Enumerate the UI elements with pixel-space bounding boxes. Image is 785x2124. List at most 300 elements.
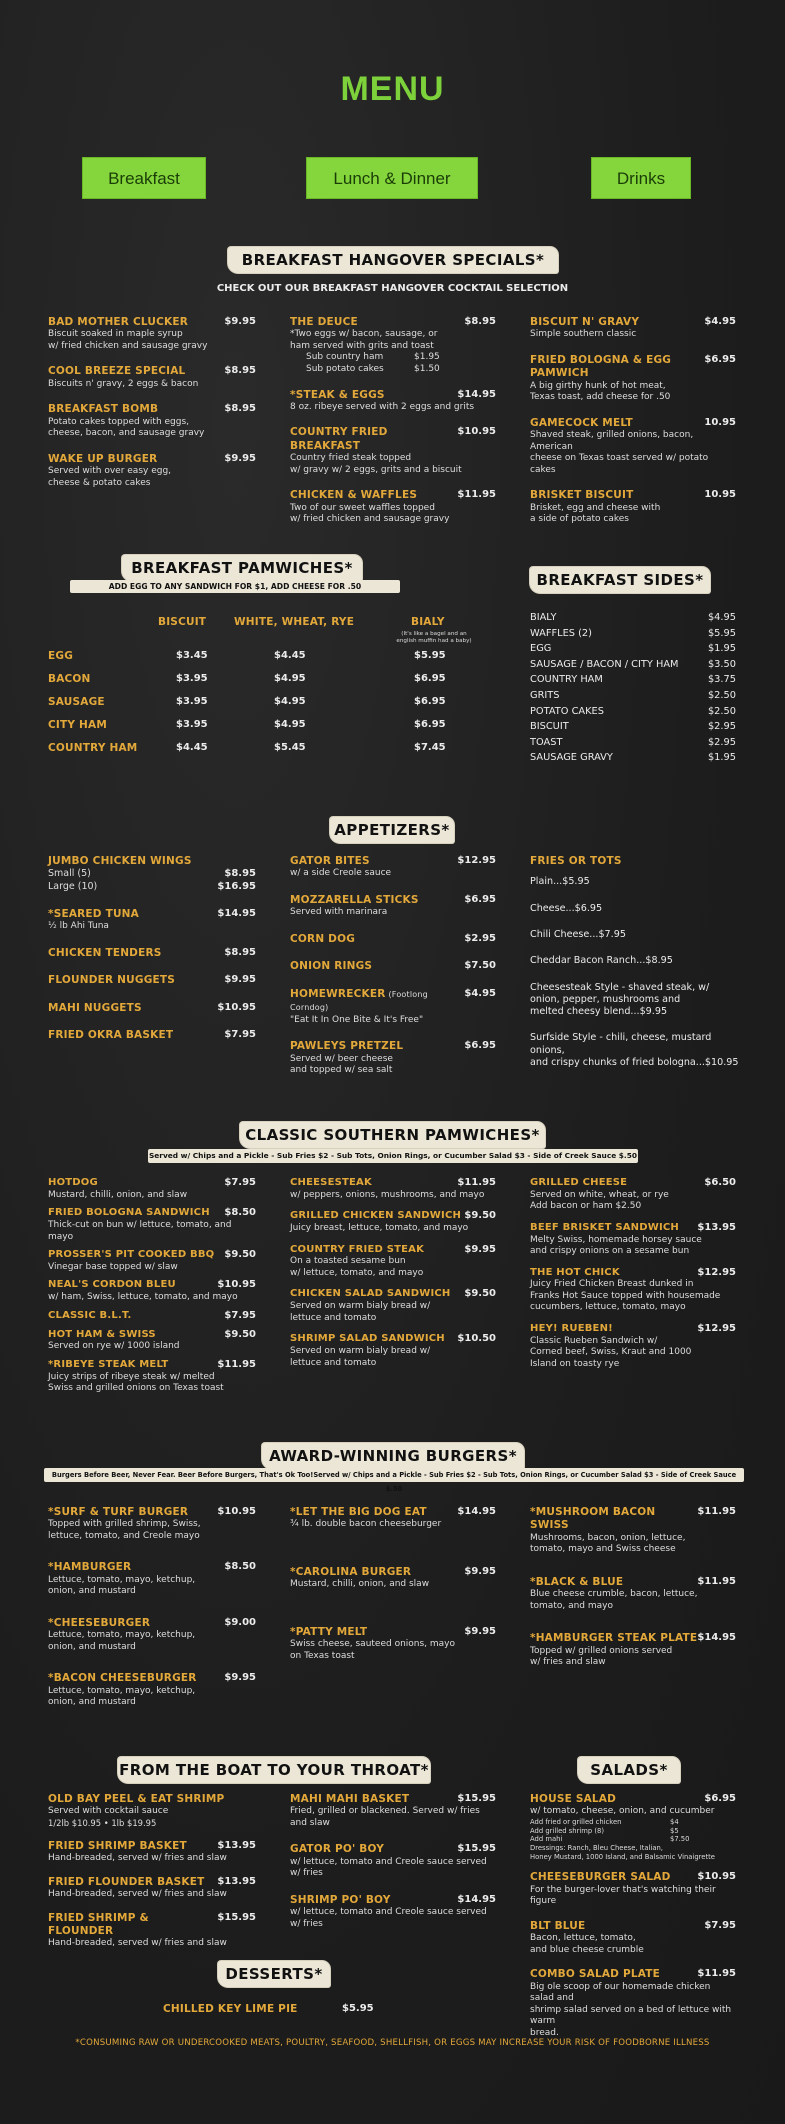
item-price: $7.95 — [224, 1029, 256, 1041]
item-desc: w/ peppers, onions, mushrooms, and mayo — [290, 1189, 485, 1200]
side-item — [530, 628, 736, 644]
item-desc: Lettuce, tomato, mayo, ketchup, onion, and mustard — [48, 1574, 196, 1597]
item-name: SHRIMP SALAD SANDWICH — [290, 1333, 445, 1345]
side-name: COUNTRY HAM — [530, 674, 603, 686]
fries-option: Plain...$5.95 — [530, 876, 590, 888]
item-desc: Lettuce, tomato, mayo, ketchup, onion, and mustard — [48, 1630, 196, 1652]
item-price: $12.95 — [457, 855, 496, 866]
item-name: WAKE UP BURGER — [48, 452, 158, 465]
item-desc: Classic Rueben Sandwich w/ Corned beef, Swiss, Kraut and 1000 Island on toasty rye — [530, 1335, 692, 1369]
pamwich-name: SAUSAGE — [48, 696, 105, 708]
item-price: $8.95 — [224, 946, 256, 958]
menu-item-row — [290, 933, 496, 946]
item-name: ONION RINGS — [290, 960, 373, 973]
item-name: FRIED SHRIMP BASKET — [48, 1839, 187, 1852]
item-name: GATOR BITES — [290, 855, 370, 867]
item-name: *HAMBURGER STEAK PLATE — [530, 1632, 698, 1645]
pamwich-price: $4.95 — [274, 673, 306, 684]
item-name: THE HOT CHICK — [530, 1266, 620, 1278]
menu-item — [530, 354, 736, 404]
item-desc: Served on rye w/ 1000 island — [48, 1341, 180, 1352]
item-price: $6.95 — [464, 893, 496, 905]
item-price: $11.95 — [697, 1968, 736, 1980]
item-desc: Juicy Fried Chicken Breast dunked in Franks Hot Sauce topped with housemade cucumbers, lettuce, tomato, mayo — [530, 1279, 721, 1313]
item-sizes: 1/2lb $10.95 • 1lb $19.95 — [48, 1817, 157, 1828]
item-desc: ¾ lb. double bacon cheeseburger — [290, 1519, 442, 1530]
menu-item-row — [48, 403, 256, 416]
item-name: BREAKFAST BOMB — [48, 403, 159, 416]
menu-item — [290, 1566, 496, 1591]
appetizers-col3 — [530, 855, 740, 1083]
side-price: $1.95 — [707, 643, 736, 655]
item-extra — [290, 364, 496, 376]
item-price: $14.95 — [457, 1893, 496, 1905]
menu-item-row — [48, 1029, 256, 1042]
menu-item — [48, 1177, 256, 1201]
menu-item-row — [48, 1359, 256, 1372]
item-name: BEEF BRISKET SANDWICH — [530, 1221, 679, 1233]
salad-list — [530, 1871, 736, 2039]
pamwiches-banner: BREAKFAST PAMWICHES* — [122, 555, 362, 581]
item-price: $10.95 — [217, 1279, 256, 1291]
side-name: BIALY — [530, 612, 557, 623]
pamwich-price: $5.95 — [414, 650, 446, 661]
pamwich-price: $6.95 — [414, 696, 446, 707]
item-name: FRIED FLOUNDER BASKET — [48, 1875, 205, 1888]
item-name: GRILLED CHICKEN SANDWICH — [290, 1210, 462, 1222]
menu-item — [48, 974, 256, 987]
item-price: $13.95 — [697, 1221, 736, 1233]
pamwiches-table — [48, 650, 478, 765]
side-name: BISCUIT — [530, 721, 569, 733]
item-desc: Served with over easy egg, cheese & potato cakes — [48, 466, 172, 488]
menu-item-row — [48, 855, 256, 868]
pamwich-price: $4.45 — [176, 742, 208, 753]
menu-item — [290, 894, 496, 919]
menu-item-row — [530, 1968, 736, 1981]
pamwich-row — [48, 719, 478, 742]
menu-item-row — [290, 489, 496, 502]
fries-option: Cheese...$6.95 — [530, 902, 603, 914]
menu-item — [48, 1561, 256, 1597]
menu-item — [290, 489, 496, 525]
menu-item-row — [530, 1920, 736, 1933]
pamwich-price: $4.45 — [274, 650, 306, 661]
menu-item — [290, 960, 496, 973]
salad-house — [530, 1793, 736, 1861]
pamwich-price: $3.45 — [176, 650, 208, 661]
item-name: *BLACK & BLUE — [530, 1575, 624, 1588]
disclaimer: *CONSUMING RAW OR UNDERCOOKED MEATS, POULTRY, SEAFOOD, SHELLFISH, OR EGGS MAY INCREASE YOUR RISK OF FOODBORNE ILLNESS — [75, 2038, 710, 2048]
salad-house-row — [530, 1793, 736, 1806]
item-price: $9.00 — [224, 1616, 256, 1628]
menu-item — [530, 1177, 736, 1213]
pamwich-row — [48, 742, 478, 765]
menu-item-row — [48, 1207, 256, 1220]
pamwiches-header-biscuit: BISCUIT — [158, 616, 207, 628]
menu-item — [48, 365, 256, 390]
menu-item-row — [290, 1177, 496, 1190]
item-desc: On a toasted sesame bun w/ lettuce, tomato, and mayo — [290, 1256, 424, 1278]
item-name: CHICKEN & WAFFLES — [290, 489, 418, 502]
item-price: $14.95 — [457, 388, 496, 400]
item-name: CHEESEBURGER SALAD — [530, 1871, 671, 1884]
dessert-price: $5.95 — [342, 2003, 374, 2014]
pamwich-name: COUNTRY HAM — [48, 742, 138, 754]
item-name: *SURF & TURF BURGER — [48, 1506, 189, 1518]
item-price: $9.95 — [464, 1243, 496, 1255]
extra-name: Sub potato cakes — [306, 363, 384, 374]
appetizers-col1 — [48, 855, 256, 1057]
item-name: *MUSHROOM BACON SWISS — [530, 1506, 656, 1532]
addon-price: $4 — [670, 1817, 679, 1826]
item-price: 10.95 — [704, 489, 736, 501]
menu-item — [530, 1632, 736, 1668]
line-price: $16.95 — [217, 881, 256, 893]
menu-item — [290, 1244, 496, 1280]
item-name: *CHEESEBURGER — [48, 1616, 151, 1629]
item-price: $9.95 — [464, 1625, 496, 1637]
menu-item-row — [48, 1561, 256, 1574]
menu-item — [530, 417, 736, 477]
side-item — [530, 643, 736, 659]
side-price: $3.75 — [707, 674, 736, 686]
item-name: *LET THE BIG DOG EAT — [290, 1506, 427, 1518]
item-name: FRIED SHRIMP & FLOUNDER — [48, 1911, 149, 1938]
pamwich-price: $4.95 — [274, 696, 306, 707]
menu-item-row — [48, 947, 256, 960]
menu-item — [530, 1920, 736, 1956]
line-name: Large (10) — [48, 881, 98, 893]
menu-item-row — [48, 1912, 256, 1939]
menu-item-row — [290, 1894, 496, 1907]
item-name: HOMEWRECKER (Footlong Corndog) — [290, 987, 428, 1013]
menu-item — [48, 1002, 256, 1015]
item-price: $10.95 — [457, 426, 496, 438]
pamwich-row — [48, 650, 478, 673]
item-desc: For the burger-lover that's watching their figure — [530, 1884, 716, 1907]
item-name: NEAL'S CORDON BLEU — [48, 1279, 176, 1291]
fries-option: Cheesesteak Style - shaved steak, w/ onion, pepper, mushrooms and melted cheesy blend...$9.95 — [530, 981, 710, 1018]
side-name: TOAST — [530, 736, 563, 748]
item-name: *PATTY MELT — [290, 1625, 368, 1638]
hangover-col1 — [48, 316, 256, 502]
menu-item — [530, 1576, 736, 1612]
item-desc: *Two eggs w/ bacon, sausage, or ham served with grits and toast — [290, 329, 438, 351]
menu-item — [290, 1626, 496, 1662]
menu-item — [290, 1210, 496, 1234]
salads-col — [530, 1793, 736, 2051]
menu-item — [290, 1040, 496, 1076]
hangover-col2 — [290, 316, 496, 539]
pamwich-price: $3.95 — [176, 719, 208, 730]
item-price: $12.95 — [697, 1323, 736, 1334]
item-name: BISCUIT N' GRAVY — [530, 316, 640, 328]
item-price: $7.95 — [704, 1919, 736, 1931]
item-name: COOL BREEZE SPECIAL — [48, 365, 186, 378]
menu-item — [530, 1968, 736, 2039]
side-item — [530, 674, 736, 690]
side-item — [530, 752, 736, 768]
side-name: WAFFLES (2) — [530, 627, 592, 639]
item-name: GATOR PO' BOY — [290, 1843, 385, 1856]
item-name: CHICKEN TENDERS — [48, 946, 162, 959]
menu-item-row — [48, 1876, 256, 1889]
item-desc: Big ole scoop of our homemade chicken salad and shrimp salad served on a bed of lettuce with warm bread. — [530, 1981, 732, 2038]
item-name: FRIED BOLOGNA & EGG PAMWICH — [530, 353, 672, 380]
item-name: FRIED BOLOGNA SANDWICH — [48, 1207, 210, 1219]
menu-item — [530, 1871, 736, 1907]
menu-item-row — [48, 974, 256, 987]
fries-option: Chili Cheese...$7.95 — [530, 928, 626, 940]
item-price: $4.95 — [464, 987, 496, 999]
item-name: COMBO SALAD PLATE — [530, 1968, 660, 1981]
item-desc: A big girthy hunk of hot meat, Texas toast, add cheese for .50 — [530, 380, 671, 403]
item-desc: "Eat It In One Bite & It's Free" — [290, 1014, 424, 1025]
side-name: EGG — [530, 643, 552, 655]
item-desc: Topped w/ grilled onions served w/ fries and slaw — [530, 1645, 673, 1668]
menu-item — [48, 947, 256, 960]
item-desc: Hand-breaded, served w/ fries and slaw — [48, 1889, 227, 1900]
menu-item-row — [530, 354, 736, 381]
appetizers-col2 — [290, 855, 496, 1091]
side-item — [530, 721, 736, 737]
fries-title: FRIES OR TOTS — [530, 855, 622, 867]
item-desc: Served with cocktail sauce — [48, 1806, 169, 1817]
item-price: $13.95 — [217, 1839, 256, 1851]
menu-item-row — [290, 1566, 496, 1579]
menu-item-row — [530, 1267, 736, 1280]
item-name: *SEARED TUNA — [48, 908, 139, 921]
item-price: $9.50 — [224, 1249, 256, 1261]
item-price: $4.95 — [704, 316, 736, 327]
menu-item-row — [530, 1323, 736, 1336]
item-desc: Mushrooms, bacon, onion, lettuce, tomato, mayo and Swiss cheese — [530, 1532, 686, 1555]
hangover-banner: BREAKFAST HANGOVER SPECIALS* — [228, 247, 558, 273]
item-price: $13.95 — [217, 1875, 256, 1887]
item-price: $8.95 — [224, 365, 256, 377]
item-desc: Served on warm bialy bread w/ lettuce and tomato — [290, 1346, 431, 1368]
line-name: Small (5) — [48, 868, 91, 880]
item-desc: Topped with grilled shrimp, Swiss, lettuce, tomato, and Creole mayo — [48, 1519, 201, 1541]
item-desc: Hand-breaded, served w/ fries and slaw — [48, 1938, 227, 1949]
menu-item-row — [48, 1506, 256, 1519]
item-desc: Lettuce, tomato, mayo, ketchup, onion, and mustard — [48, 1685, 196, 1708]
item-desc: Melty Swiss, homemade horsey sauce and crispy onions on a sesame bun — [530, 1234, 702, 1257]
item-name: FRIED OKRA BASKET — [48, 1029, 174, 1042]
pamwich-price: $3.95 — [176, 673, 208, 684]
menu-item — [290, 1894, 496, 1930]
menu-item — [290, 933, 496, 946]
menu-item — [290, 855, 496, 880]
appetizers-banner: APPETIZERS* — [330, 817, 454, 843]
side-price: $2.95 — [707, 736, 736, 748]
item-desc: Biscuit soaked in maple syrup w/ fried chicken and sausage gravy — [48, 329, 208, 351]
side-item — [530, 612, 736, 628]
item-price: $12.95 — [697, 1266, 736, 1278]
southern-banner: CLASSIC SOUTHERN PAMWICHES* — [240, 1122, 545, 1148]
menu-item-row — [290, 1793, 496, 1806]
menu-item-row — [48, 1002, 256, 1015]
menu-item — [530, 1506, 736, 1556]
menu-item — [48, 1672, 256, 1708]
item-name: COUNTRY FRIED STEAK — [290, 1243, 425, 1255]
item-line — [48, 868, 256, 881]
menu-item-row — [290, 1333, 496, 1346]
pamwich-name: BACON — [48, 673, 91, 685]
item-price: $7.95 — [224, 1177, 256, 1188]
item-price: $6.50 — [704, 1177, 736, 1188]
pamwich-row — [48, 696, 478, 719]
menu-item-row — [290, 1244, 496, 1257]
pamwich-price: $3.95 — [176, 696, 208, 707]
menu-item-row — [48, 1279, 256, 1292]
menu-item — [48, 1029, 256, 1042]
menu-item — [48, 1840, 256, 1865]
item-desc: Vinegar base topped w/ slaw — [48, 1261, 178, 1272]
menu-item-row — [290, 426, 496, 453]
fries-option: Surfside Style - chili, cheese, mustard onions, and crispy chunks of fried bologna...$10.95 — [530, 1032, 739, 1068]
item-price: $11.95 — [697, 1506, 736, 1517]
salads-banner: SALADS* — [578, 1757, 680, 1783]
pamwiches-subtitle: ADD EGG TO ANY SANDWICH FOR $1, ADD CHEESE FOR .50 — [70, 580, 400, 593]
fries-option: Cheddar Bacon Ranch...$8.95 — [530, 955, 673, 967]
item-name: HEY! RUEBEN! — [530, 1323, 613, 1334]
side-item — [530, 737, 736, 753]
nav-lunch-dinner-button[interactable]: Lunch & Dinner — [306, 157, 478, 199]
item-price: $8.95 — [464, 316, 496, 327]
item-desc: Country fried steak topped w/ gravy w/ 2 eggs, grits and a biscuit — [290, 453, 462, 475]
item-desc: Swiss cheese, sauteed onions, mayo on Texas toast — [290, 1639, 456, 1661]
item-name: *RIBEYE STEAK MELT — [48, 1358, 169, 1370]
item-desc: Mustard, chilli, onion, and slaw — [290, 1579, 430, 1590]
item-name: HOUSE SALAD — [530, 1793, 617, 1805]
menu-item — [48, 1329, 256, 1353]
item-desc: Simple southern classic — [530, 329, 637, 340]
pamwich-price: $6.95 — [414, 673, 446, 684]
item-desc: Hand-breaded, served w/ fries and slaw — [48, 1853, 227, 1864]
menu-item — [48, 1310, 256, 1323]
sides-banner: BREAKFAST SIDES* — [530, 567, 710, 593]
menu-item — [48, 316, 256, 352]
boat-banner: FROM THE BOAT TO YOUR THROAT* — [118, 1757, 430, 1783]
menu-item-row — [290, 1626, 496, 1639]
menu-item — [48, 1617, 256, 1653]
menu-item-row — [290, 894, 496, 907]
item-name: CORN DOG — [290, 932, 356, 945]
item-price: $6.95 — [704, 353, 736, 365]
menu-item-row — [48, 1177, 256, 1190]
pamwiches-header-bread: WHITE, WHEAT, RYE — [234, 616, 355, 628]
nav-drinks-button[interactable]: Drinks — [591, 157, 691, 199]
menu-item — [48, 1207, 256, 1243]
side-price: $4.95 — [707, 612, 736, 623]
item-desc: w/ ham, Swiss, lettuce, tomato, and mayo — [48, 1292, 238, 1303]
menu-item — [530, 1267, 736, 1314]
southern-subtitle: Served w/ Chips and a Pickle - Sub Fries $2 - Sub Tots, Onion Rings, or Cucumber Salad $3 - Side of Creek Sauce $.50 — [148, 1149, 638, 1163]
item-desc: Two of our sweet waffles topped w/ fried chicken and sausage gravy — [290, 502, 450, 525]
item-desc: ½ lb Ahi Tuna — [48, 921, 109, 932]
salad-addon — [530, 1827, 736, 1836]
item-price: $9.95 — [464, 1565, 496, 1577]
item-price: $11.95 — [457, 489, 496, 501]
menu-item-row — [530, 1222, 736, 1235]
menu-item-row — [48, 316, 256, 329]
item-price: $14.95 — [697, 1632, 736, 1644]
extra-price: $1.50 — [414, 363, 440, 374]
item-name: CHEESESTEAK — [290, 1177, 372, 1188]
item-price: $10.95 — [217, 1001, 256, 1013]
item-name: BAD MOTHER CLUCKER — [48, 316, 188, 328]
southern-col3 — [530, 1177, 736, 1379]
line-price: $8.95 — [224, 868, 256, 880]
item-price: $10.50 — [457, 1333, 496, 1345]
nav-breakfast-button[interactable]: Breakfast — [82, 157, 206, 199]
pamwiches-bialy-note: (It's like a bagel and an english muffin had a baby) — [396, 631, 472, 644]
menu-item-row — [48, 1617, 256, 1630]
menu-item-row — [48, 1310, 256, 1323]
menu-item-row — [530, 1177, 736, 1190]
menu-item-row — [290, 855, 496, 868]
salad-dressings: Dressings: Ranch, Bleu Cheese, Italian, Honey Mustard, 1000 Island, and Balsamic Vinaigrette — [530, 1844, 715, 1861]
menu-item-row — [290, 1210, 496, 1223]
menu-item-row — [530, 1506, 736, 1533]
item-line — [48, 881, 256, 894]
menu-item-row — [290, 1506, 496, 1519]
menu-item-row — [48, 1329, 256, 1342]
item-name: HOT HAM & SWISS — [48, 1328, 156, 1340]
menu-item-row — [48, 908, 256, 921]
menu-item — [530, 489, 736, 525]
burgers-banner: AWARD-WINNING BURGERS* — [262, 1443, 524, 1469]
menu-item — [48, 908, 256, 933]
item-price: $6.95 — [464, 1040, 496, 1052]
menu-item-row — [290, 960, 496, 973]
item-price: $15.95 — [457, 1793, 496, 1804]
pamwich-row — [48, 673, 478, 696]
boat-col2 — [290, 1793, 496, 1944]
item-desc: Served with marinara — [290, 907, 388, 918]
page-title: MENU — [340, 70, 445, 108]
item-price: $9.50 — [224, 1328, 256, 1340]
item-name: *CAROLINA BURGER — [290, 1565, 412, 1578]
addon-name: Add fried or grilled chicken — [530, 1817, 622, 1826]
hangover-col3 — [530, 316, 736, 539]
item-price: $9.95 — [224, 974, 256, 986]
sides-list — [530, 612, 736, 768]
pamwich-price: $6.95 — [414, 719, 446, 730]
side-name: GRITS — [530, 689, 560, 701]
menu-item-row — [290, 1040, 496, 1053]
side-price: $2.50 — [707, 689, 736, 701]
burgers-subtitle: Burgers Before Beer, Never Fear. Beer Before Burgers, That's Ok Too!Served w/ Chips and a Pickle - Sub Fries $2 - Sub Tots, Onion Rings, or Cucumber Salad $3 - Side of Creek Sauce $.50 — [44, 1468, 744, 1482]
item-price: 10.95 — [704, 416, 736, 428]
item-price: $14.95 — [217, 908, 256, 920]
item-name: OLD BAY PEEL & EAT SHRIMP — [48, 1793, 225, 1805]
menu-item-row — [48, 1793, 256, 1806]
menu-item-row — [530, 417, 736, 430]
salad-addon — [530, 1818, 736, 1827]
item-desc: 8 oz. ribeye served with 2 eggs and grits — [290, 401, 475, 412]
addon-name: Add grilled shrimp (8) — [530, 1826, 605, 1835]
item-desc: Potato cakes topped with eggs, cheese, bacon, and sausage gravy — [48, 416, 205, 439]
menu-item — [290, 1843, 496, 1879]
item-name: GAMECOCK MELT — [530, 416, 633, 429]
item-name: CHICKEN SALAD SANDWICH — [290, 1288, 451, 1300]
item-desc: Thick-cut on bun w/ lettuce, tomato, and mayo — [48, 1220, 232, 1242]
boat-col1 — [48, 1793, 256, 1961]
item-name: *HAMBURGER — [48, 1561, 132, 1574]
